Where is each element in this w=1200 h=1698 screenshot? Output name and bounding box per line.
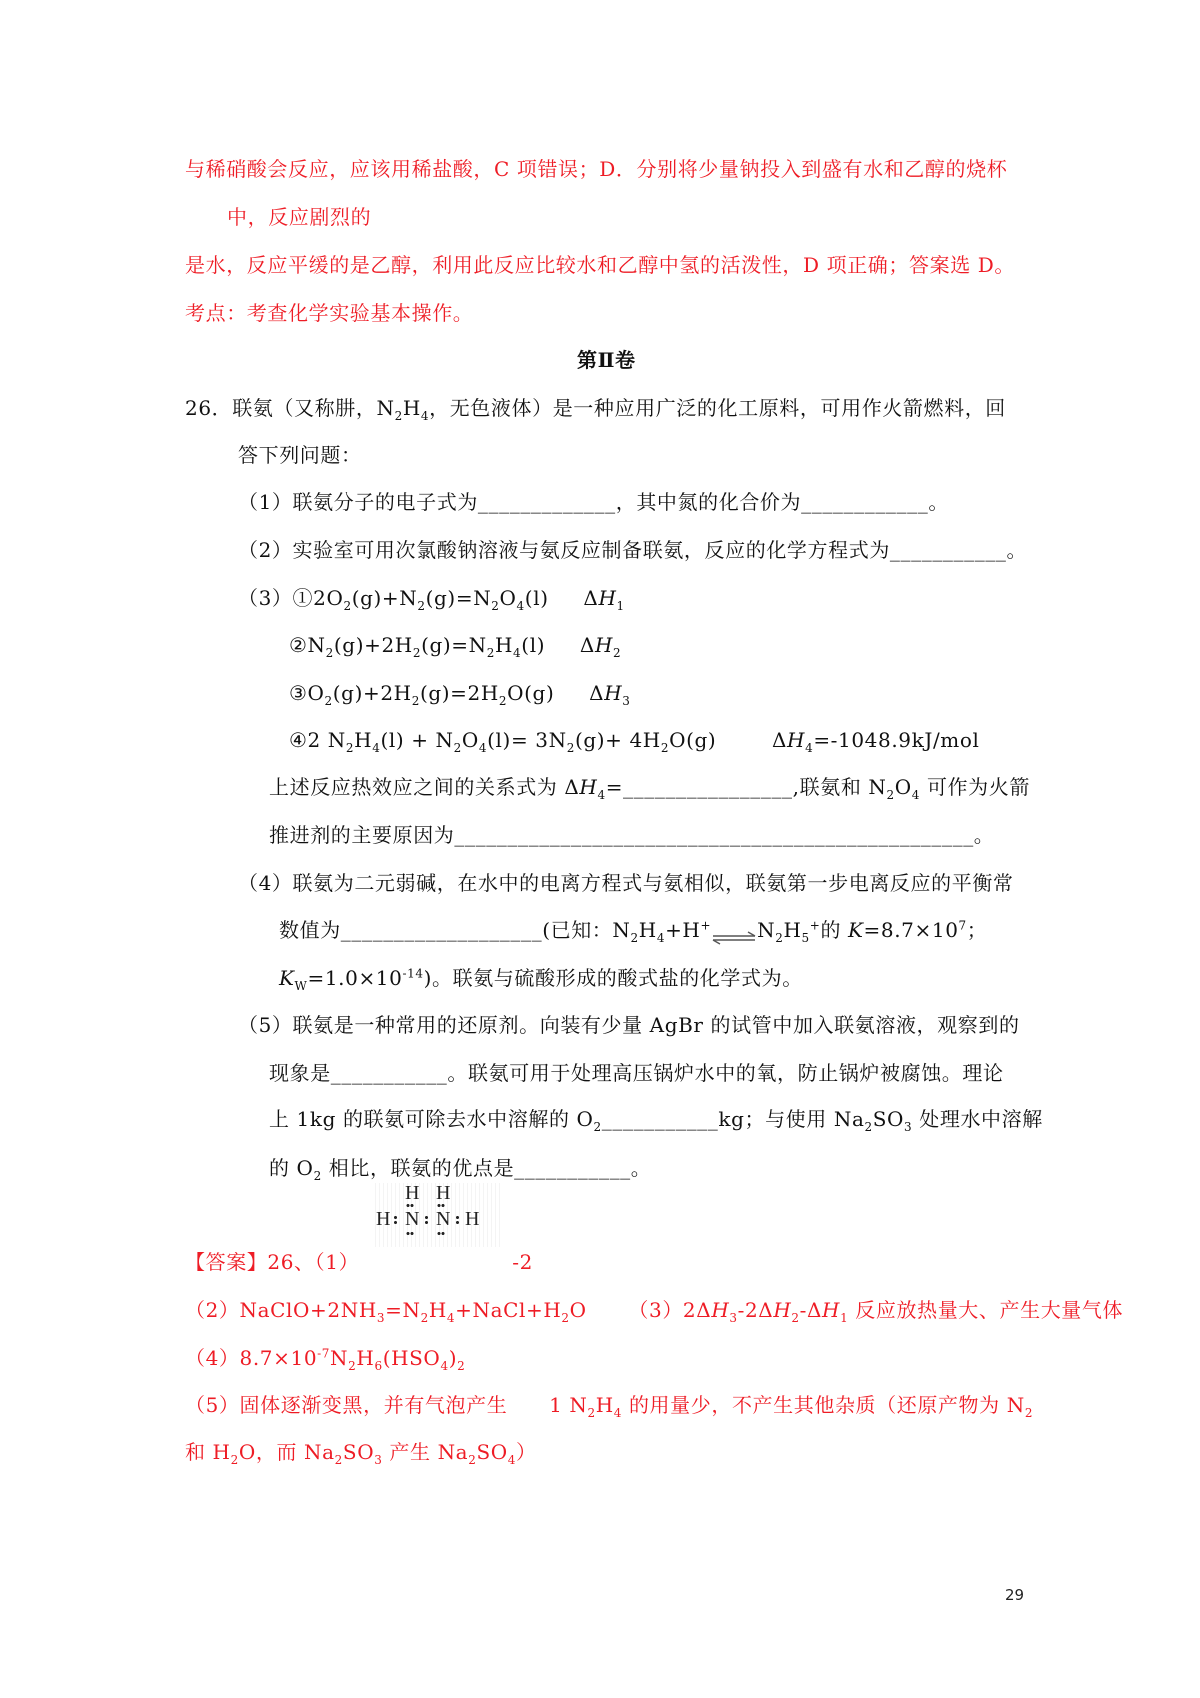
text-run: 2: [412, 646, 422, 660]
text-run: 2: [491, 599, 500, 613]
text-run: 的 O: [269, 1156, 314, 1180]
text-run: ）: [516, 1440, 537, 1464]
text-run: （2）NaClO+2NH: [185, 1298, 377, 1322]
text-run: H: [495, 633, 514, 657]
q26-3-eq4: [289, 727, 980, 753]
text-run: (g)+2H: [332, 681, 412, 705]
q26-stem-2: [238, 442, 362, 468]
text-run: （4）联氨为二元弱碱，在水中的电离方程式与氨相似，联氨第一步电离反应的平衡常: [238, 871, 1014, 895]
text-run: O: [461, 728, 479, 752]
text-run: 2: [612, 646, 622, 660]
text-run: H: [783, 918, 802, 942]
text-run: H: [595, 1393, 614, 1417]
text-run: ): [448, 1346, 458, 1370]
text-run: -Δ: [799, 1298, 823, 1322]
electron-pair-icon: [437, 1232, 445, 1235]
text-run: +H: [665, 918, 701, 942]
text-run: O(g) Δ: [507, 681, 605, 705]
text-run: (l) Δ: [521, 633, 595, 657]
text-run: （2）实验室可用次氯酸钠溶液与氨反应制备联氨，反应的化学方程式为___________。: [238, 538, 1028, 562]
text-run: H: [604, 681, 623, 705]
text-run: (g)=N: [425, 586, 492, 610]
text-run: 是水，反应平缓的是乙醇，利用此反应比较水和乙醇中氢的活泼性，D 项正确；答案选 D。: [185, 253, 1015, 277]
q26-3-relation: [269, 774, 1030, 800]
text-run: )。联氨与硫酸形成的酸式盐的化学式为。: [423, 966, 803, 990]
text-run: K: [279, 966, 295, 990]
text-run: =________________,联氨和 N: [605, 775, 887, 799]
text-run: 2: [394, 409, 403, 423]
q26-5-3: [269, 1106, 1043, 1132]
text-run: 2: [468, 1453, 477, 1467]
electron-pair-icon: [406, 1232, 414, 1235]
text-run: H: [638, 918, 657, 942]
text-run: =8.7×10: [863, 918, 959, 942]
text-run: 现象是___________。联氨可用于处理高压锅炉水中的氧，防止锅炉被腐蚀。理论: [269, 1061, 1004, 1085]
text-run: (g)+2H: [333, 633, 413, 657]
text-run: (g)+ 4H: [574, 728, 661, 752]
text-run: （3）①2O: [238, 586, 344, 610]
text-run: 2: [1024, 1406, 1034, 1420]
text-run: 中，反应剧烈的: [227, 205, 372, 229]
text-run: 2: [660, 741, 670, 755]
text-run: 4: [805, 741, 814, 755]
text-run: 5: [801, 931, 810, 945]
text-run: (l)= 3N: [487, 728, 567, 752]
text-run: 4: [507, 1453, 517, 1467]
electron-pair-icon: [406, 1204, 414, 1207]
text-run: K: [848, 918, 864, 942]
text-run: 4: [372, 741, 381, 755]
q26-4-2: [279, 917, 987, 943]
q26-3-eq2: [289, 632, 621, 658]
text-run: 推进剂的主要原因为_________________________________________________。: [269, 823, 995, 847]
hydrazine-electron-formula-image: [372, 1183, 500, 1247]
text-run: 2: [343, 599, 352, 613]
text-run: (g)=2H: [419, 681, 499, 705]
text-run: O: [499, 586, 517, 610]
text-run: 2: [334, 1453, 343, 1467]
text-run: 反应放热量大、产生大量气体: [848, 1298, 1124, 1322]
text-run: 2: [486, 646, 495, 660]
lewis-atom: H: [376, 1208, 391, 1230]
text-run: 数值为___________________(已知：N: [279, 918, 631, 942]
text-run: 26．联氨（又称肼，N: [185, 396, 395, 420]
text-run: 2: [420, 1311, 429, 1325]
text-run: 2: [864, 1120, 873, 1134]
text-run: H: [402, 396, 421, 420]
text-run: 3: [622, 694, 631, 708]
answer-5: [185, 1392, 1033, 1418]
text-run: H: [787, 728, 806, 752]
text-run: 4: [420, 409, 430, 423]
text-run: H: [594, 633, 613, 657]
lewis-atom: H: [405, 1182, 420, 1204]
text-run: ；: [966, 918, 988, 942]
q26-3-eq3: [289, 680, 631, 706]
text-run: 上述反应热效应之间的关系式为 Δ: [269, 775, 580, 799]
q26-3-eq1: [238, 585, 625, 611]
text-run: O(g) Δ: [669, 728, 788, 752]
text-run: 的用量少，不产生其他杂质（还原产物为 N: [622, 1393, 1025, 1417]
q26-4-1: [238, 870, 1014, 896]
text-run: ___________kg；与使用 Na: [601, 1107, 865, 1131]
text-run: -14: [402, 966, 424, 981]
page-number: 29: [1005, 1586, 1025, 1604]
answer-2: [185, 1297, 1123, 1323]
text-run: H: [354, 728, 373, 752]
text-run: 2: [457, 1359, 466, 1373]
text-run: 4: [446, 1311, 456, 1325]
text-run: -2Δ: [737, 1298, 774, 1322]
text-run: 1: [616, 599, 625, 613]
text-run: N: [757, 918, 776, 942]
q26-1: [238, 489, 949, 515]
text-run: 4: [656, 931, 666, 945]
q26-5-4: [269, 1155, 651, 1181]
lewis-atom: N: [436, 1208, 451, 1230]
text-run: SO: [476, 1440, 508, 1464]
electron-pair-icon: [425, 1215, 428, 1224]
text-run: 3: [376, 1311, 386, 1325]
answer-1: [185, 1249, 533, 1275]
text-run: 相比，联氨的优点是___________。: [321, 1156, 652, 1180]
text-run: H: [822, 1298, 841, 1322]
text-run: H: [428, 1298, 447, 1322]
text-run: （1）联氨分子的电子式为_____________，其中氮的化合价为____________。: [238, 490, 949, 514]
text-run: (l) Δ: [524, 586, 599, 610]
q26-3-reason: [269, 822, 994, 848]
text-run: 4: [478, 741, 488, 755]
text-run: SO: [872, 1107, 905, 1131]
text-run: 2: [348, 1359, 357, 1373]
text-run: 2: [453, 741, 462, 755]
text-run: O （3）2Δ: [569, 1298, 712, 1322]
text-run: 的: [820, 918, 848, 942]
electron-pair-icon: [437, 1204, 445, 1207]
q26-stem-1: [185, 395, 1006, 421]
electron-pair-icon: [394, 1215, 397, 1224]
text-run: ，无色液体）是一种应用广泛的化工原料，可用作火箭燃料，回: [429, 396, 1006, 420]
text-run: 2: [417, 599, 426, 613]
text-run: 3: [904, 1120, 913, 1134]
text-run: -7: [317, 1346, 331, 1361]
text-run: 2: [566, 741, 575, 755]
text-run: 【答案】26、（1） -2: [185, 1250, 533, 1274]
lewis-atom: H: [436, 1182, 451, 1204]
text-run: 2: [775, 931, 784, 945]
text-run: 2: [630, 931, 639, 945]
text-run: (g)+N: [351, 586, 418, 610]
text-run: （5）联氨是一种常用的还原剂。向装有少量 AgBr 的试管中加入联氨溶液，观察到的: [238, 1013, 1020, 1037]
text-run: 与稀硝酸会反应，应该用稀盐酸，C 项错误；D．分别将少量钠投入到盛有水和乙醇的烧杯: [185, 157, 1008, 181]
equilibrium-arrow-icon: [711, 925, 757, 939]
text-run: +: [700, 918, 712, 933]
text-run: 考点：考查化学实验基本操作。: [185, 301, 474, 325]
text-run: =N: [385, 1298, 421, 1322]
explanation-2: [227, 204, 371, 230]
text-run: +: [809, 918, 821, 933]
text-run: 4: [440, 1359, 449, 1373]
text-run: 2: [230, 1453, 239, 1467]
q26-5-1: [238, 1012, 1020, 1038]
text-run: ④2 N: [289, 728, 346, 752]
text-run: （4）8.7×10: [185, 1346, 318, 1370]
explanation-1: [185, 156, 1007, 182]
text-run: 2: [313, 1169, 322, 1183]
text-run: SO: [342, 1440, 375, 1464]
text-run: 1: [840, 1311, 849, 1325]
text-run: ③O: [289, 681, 325, 705]
electron-pair-icon: [456, 1215, 459, 1224]
text-run: 2: [411, 694, 420, 708]
text-run: 2: [561, 1311, 570, 1325]
text-run: (HSO: [382, 1346, 441, 1370]
text-run: 第Ⅱ卷: [577, 348, 636, 372]
q26-4-3: [279, 965, 803, 991]
text-run: H: [773, 1298, 792, 1322]
text-run: 和 H: [185, 1440, 231, 1464]
lewis-atom: N: [405, 1208, 420, 1230]
text-run: 4: [513, 646, 522, 660]
text-run: O，而 Na: [238, 1440, 335, 1464]
text-run: ②N: [289, 633, 326, 657]
text-run: N: [330, 1346, 349, 1370]
text-run: 4: [516, 599, 525, 613]
text-run: 2: [345, 741, 355, 755]
text-run: (l) + N: [380, 728, 454, 752]
text-run: (g)=N: [421, 633, 487, 657]
text-run: 2: [325, 646, 334, 660]
text-run: 2: [791, 1311, 800, 1325]
lewis-atom: H: [465, 1208, 480, 1230]
text-run: 4: [597, 788, 606, 802]
text-run: +NaCl+H: [455, 1298, 562, 1322]
q26-2: [238, 537, 1027, 563]
explanation-3: [185, 252, 1015, 278]
text-run: 3: [729, 1311, 738, 1325]
text-run: （5）固体逐渐变黑，并有气泡产生 1 N: [185, 1393, 588, 1417]
text-run: 上 1kg 的联氨可除去水中溶解的 O: [269, 1107, 594, 1131]
text-run: 2: [587, 1406, 596, 1420]
text-run: 答下列问题：: [238, 443, 362, 467]
text-run: 4: [613, 1406, 622, 1420]
answer-4: [185, 1345, 465, 1371]
text-run: W: [294, 979, 308, 993]
section-title: [577, 347, 636, 373]
text-run: 3: [374, 1453, 383, 1467]
q26-5-2: [269, 1060, 1004, 1086]
text-run: 7: [958, 918, 967, 933]
text-run: 可作为火箭: [919, 775, 1030, 799]
text-run: =1.0×10: [307, 966, 403, 990]
text-run: H: [711, 1298, 730, 1322]
text-run: H: [579, 775, 598, 799]
text-run: 处理水中溶解: [912, 1107, 1043, 1131]
text-run: 产生 Na: [382, 1440, 469, 1464]
text-run: 6: [374, 1359, 383, 1373]
text-run: =-1048.9kJ/mol: [813, 728, 980, 752]
text-run: 2: [886, 788, 895, 802]
text-run: 2: [324, 694, 333, 708]
text-run: 4: [911, 788, 920, 802]
answer-5-cont: [185, 1439, 537, 1465]
text-run: 2: [593, 1120, 602, 1134]
exam-point: [185, 300, 473, 326]
text-run: 2: [498, 694, 508, 708]
text-run: H: [598, 586, 617, 610]
text-run: O: [894, 775, 912, 799]
text-run: H: [356, 1346, 375, 1370]
